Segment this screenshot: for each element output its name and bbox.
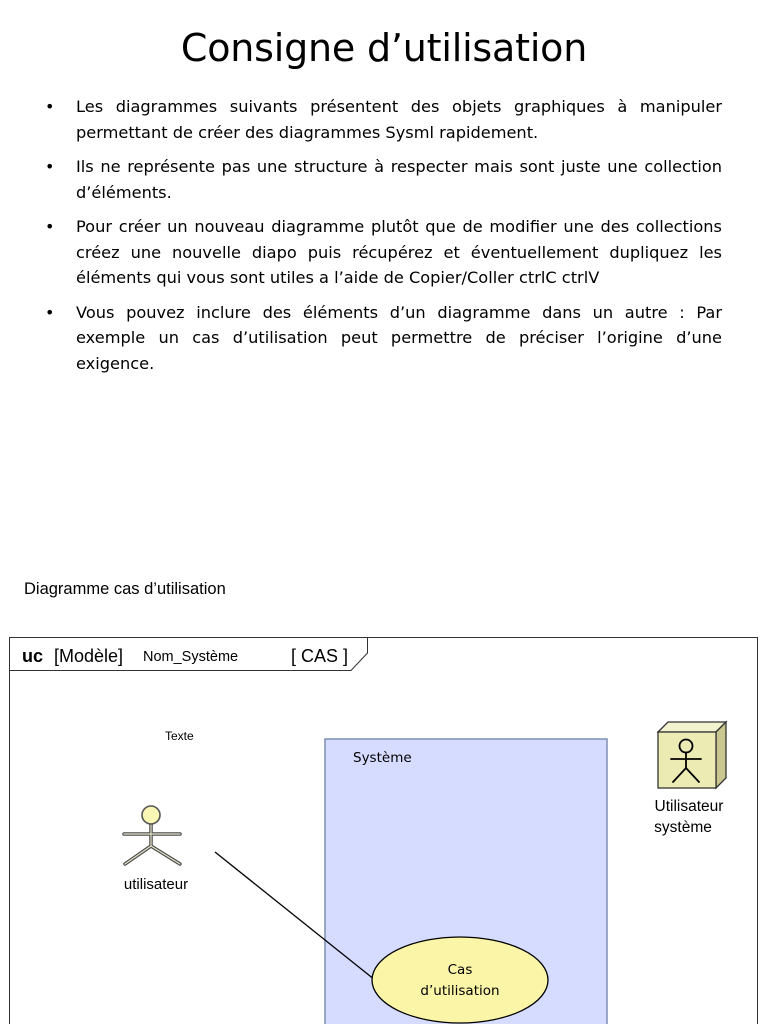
diagram-caption: Diagramme cas d’utilisation — [24, 580, 226, 598]
use-case-label-line1: Cas — [447, 962, 473, 978]
bullet-text: Pour créer un nouveau diagramme plutôt que de modifier une des collections créez une nouvelle diapo puis récupérez et éventuellement dupliquez les éléments qui vous sont utiles a l’aide de Copier/Coller ctrlC ctrlV — [76, 217, 722, 287]
frame-tag: [ CAS ] — [291, 646, 349, 666]
bullet-glyph: • — [45, 217, 55, 236]
bullet-glyph: • — [45, 157, 55, 176]
actor-system-label-line2: système — [654, 819, 712, 836]
frame-kind: uc — [22, 646, 44, 666]
use-case-label-line2: d’utilisation — [420, 983, 500, 999]
frame-model: [Modèle] — [54, 646, 124, 666]
bullet-text: Les diagrammes suivants présentent des objets graphiques à manipuler permettant de créer des diagrammes Sysml rapidement. — [76, 97, 722, 142]
bullet-glyph: • — [45, 302, 55, 322]
bullet-text: Ils ne représente pas une structure à respecter mais sont juste une collection d’éléments. — [76, 157, 722, 202]
frame-system-name: Nom_Système — [143, 649, 239, 665]
slide-title: Consigne d’utilisation — [180, 26, 588, 70]
system-boundary-label: Système — [353, 750, 412, 766]
free-text[interactable]: Texte — [165, 729, 194, 743]
use-case-ellipse[interactable] — [372, 937, 548, 1023]
actor-user-label: utilisateur — [123, 876, 189, 893]
system-actor-box-icon[interactable] — [658, 722, 726, 788]
actor-system-label-line1: Utilisateur — [654, 798, 724, 815]
stick-figure-icon[interactable] — [124, 806, 180, 864]
bullet-glyph: • — [45, 97, 55, 116]
bullet-text: Vous pouvez inclure des éléments d’un diagramme dans un autre : Par exemple un cas d’utilisation peut permettre de préciser l’origine d’une exigence. — [76, 302, 722, 373]
